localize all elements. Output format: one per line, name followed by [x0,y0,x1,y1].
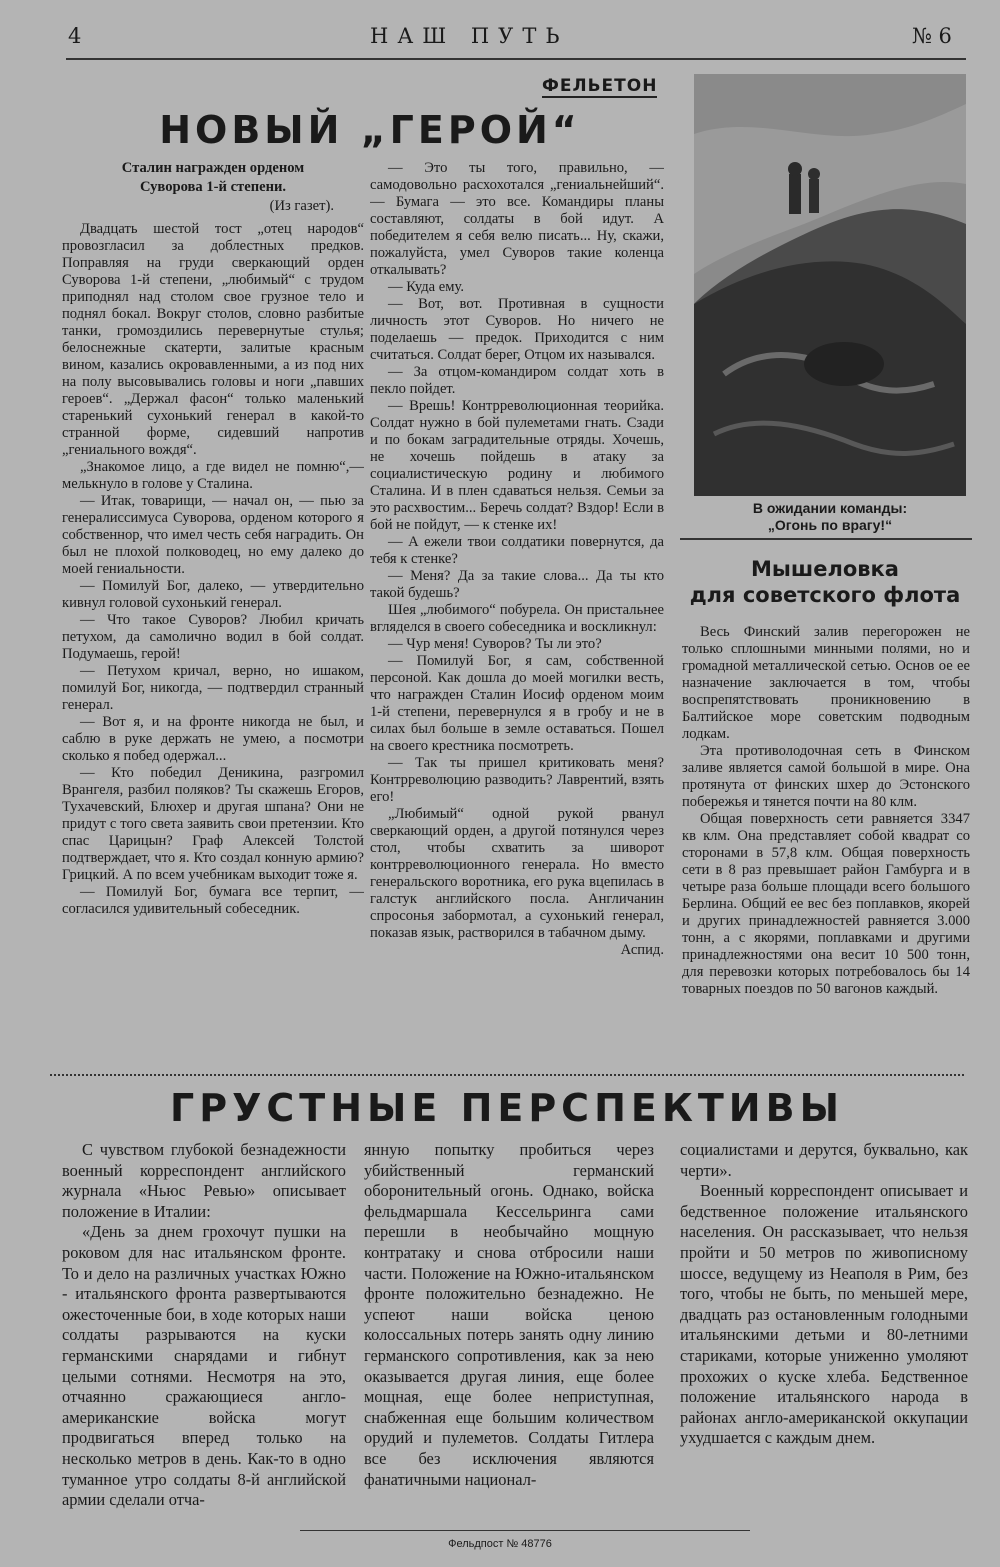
paragraph: Шея „любимого“ побурела. Он пристальнее вгляделся в своего собеседника и воскликнул: [370,602,664,635]
photo-illustration [694,74,966,496]
header-rule [66,58,966,60]
sad-prospects-column-1 [62,1140,346,1530]
paragraph: «День за днем грохочут пушки на роковом для нас итальянском фронте. То и дело на различных участках Южно - итальянского фронта развертываются ожесточенные бои, в ходе которых наши солдаты разрываются на куски германскими снарядами и гибнут целыми сотнями. Несмотря на это, отчаянно сражающиеся англо-американские войска могут продвигаться вперед только на несколько метров в день. Как-то в одно туманное утро солдаты 8-й английской армии сделали отча- [62,1222,346,1510]
epigraph-line-2: Суворова 1-й степени. [139,179,287,195]
caption-line-1: В ожидании команды: [752,500,908,516]
paragraph: — Помилуй Бог, далеко, — утвердительно кивнул головой сухонький генерал. [62,578,364,611]
section-divider [50,1074,964,1076]
feuilleton-title: НОВЫЙ „ГЕРОЙ“ [159,108,581,152]
paragraph: Весь Финский залив перегорожен не только сплошными минными полями, но и громадной металлической сетью. Основ ое ее назначение заключается в том, чтобы воспрепятствовать проникновению в Балтийское море советским подводным лодкам. [682,624,970,742]
paragraph: — Вот я, и на фронте никогда не был, и саблю в руке держать не умею, а посмотри сколько я побед одержал... [62,714,364,764]
postal-number: Фельдпост № 48776 [448,1538,552,1550]
page-header [0,24,1000,54]
paragraph: — За отцом-командиром солдат хоть в пекло пойдет. [370,364,664,397]
paragraph: — Чур меня! Суворов? Ты ли это? [388,636,602,652]
mousetrap-title [680,556,970,608]
paragraph: — Что такое Суворов? Любил кричать петухом, да самолично водил в бой солдат. Подумаешь, герой! [62,612,364,662]
feuilleton-column-2 [370,160,664,1065]
newspaper-title: НАШ ПУТЬ [370,24,569,48]
paragraph: — Помилуй Бог, бумага все терпит, — согласился удивительный собеседник. [62,884,364,917]
issue-number: № 6 [912,24,952,48]
paragraph: — Меня? Да за такие слова... Да ты кто такой будешь? [370,568,664,601]
sad-prospects-column-3 [680,1140,968,1530]
sad-prospects-column-2 [364,1140,654,1530]
sad-prospects-title: ГРУСТНЫЕ ПЕРСПЕКТИВЫ [170,1086,844,1130]
paragraph: — Помилуй Бог, я сам, собственной персоной. Как дошла до моей могилки весть, что награжден Сталин Иосиф орденом моим 1-й степени, перевернулся я в гробу и не в силах был больше в земле оставаться. Пошел на своего крестника посмотреть. [370,653,664,754]
paragraph: социалистами и дерутся, буквально, как черти». [680,1140,968,1180]
paragraph: — Кто победил Деникина, разгромил Врангеля, разбил поляков? Ты скажешь Егоров, Тухачевский, Блюхер и другая шпана? Они не придут с того света заявить свои претензии. Кто спас Царицын? Граф Алексей Толстой подтверждает, что я. Кто создал конную армию? Грицкий. А по всем учебникам выходит тоже я. [62,765,364,883]
caption-line-2: „Огонь по врагу!“ [767,517,893,533]
paragraph: янную попытку пробиться через убийственный германский оборонительный огонь. Однако, войска фельдмаршала Кессельринга сами перешли в необычайно мощную контратаку и снова отбросили наши части. Положение на Южно-итальянском фронте положительно безнадежно. Не успеют наши войска ценою колоссальных потерь занять одну линию германского сопротивления, как за нею оказывается другая линия, еще более мощная, еще более неприступная, снабженная еще большим количеством орудий и пулеметов. Солдаты Гитлера все без исключения являются фанатичными национал- [364,1140,654,1489]
paragraph: Военный корреспондент описывает и бедственное положение итальянского населения. Он рассказывает, что нельзя пройти и 50 метров по живописному шоссе, ведущему из Неаполя в Рим, без того, чтобы не быть, по меньшей мере, двадцать раз остановленным голодными итальянскими детьми и 80-летними стариками, которые униженно умоляют прохожих о куске хлеба. Бедственное положение итальянского народа в районах англо-американской оккупации ухудшается с каждым днем. [680,1181,968,1448]
paragraph: — Петухом кричал, верно, но ишаком, помилуй Бог, никогда, — подтвердил странный генерал. [62,663,364,713]
mousetrap-article [682,624,970,1064]
feuilleton-column-1 [62,160,364,1065]
caption-rule [680,538,972,540]
paragraph: Эта противолодочная сеть в Финском заливе является самой большой в мире. Она протянута от финских шхер до Эстонского побережья и тянется почти на 80 клм. [682,743,970,810]
feuilleton-kicker: ФЕЛЬЕТОН [542,76,658,96]
paragraph: Общая поверхность сети равняется 3347 кв клм. Она представляет собой квадрат со сторонами в 57,8 клм. Общая поверхность сети в 8 раз превышает район Гамбурга и в четыре раза больше площади всего большого Берлина. Общий ее вес без поплавков, якорей и других принадлежностей равняется 3.000 тонн, а с якорями, поплавками и другими принадлежностями она весит 10 500 тонн, для перевозки которых потребовалось бы 14 товарных поездов по 50 вагонов каждый. [682,811,970,997]
epigraph-source: (Из газет). [269,198,334,214]
paragraph: „Знакомое лицо, а где видел не помню“,—мелькнуло в голове у Сталина. [62,459,364,492]
paragraph: „Любимый“ одной рукой рванул сверкающий орден, а другой потянулся через стол, чтобы схватить за шиворот контрреволюционного генерала. Но вместо генеральского воротника, его рука вцепилась в галстук английского посла. Англичанин спросонья забормотал, а сухонький генерал, показав язык, растворился в табачном дыму. [370,806,664,941]
paragraph: — Куда ему. [388,279,465,295]
war-photo [694,74,966,496]
paragraph: — А ежели твои солдатики повернутся, да тебя к стенке? [370,534,664,567]
photo-caption [694,500,966,534]
paragraph: Двадцать шестой тост „отец народов“ провозгласил за доблестных предков. Поправляя на груди сверкающий орден Суворова 1-й степени, „любимый“ с трудом приподнял над столом свое грузное тело и поднял бокал. Вокруг столов, словно разбитые танки, громоздились перевернутые стулья; белоснежные скатерти, залитые красным вином, казались окровавленными, а из под них на полу высовывались головы и ноги „павших героев“. „Держал фасон“ только маленький старенький сухонький генерал в какой-то странной форме, сидевший напротив „гениального вождя“. [62,221,364,458]
paragraph: — Вот, вот. Противная в сущности личность этот Суворов. Но ничего не поделаешь — предок. Приходится с ним считаться. Солдат берег, Отцом их назывался. [370,296,664,363]
paragraph: — Это ты того, правильно, — самодовольно расхохотался „гениальнейший“. — Бумага — это все. Командиры планы составляют, солдаты в бой идут. А победителем я себя велю писать... Ну, скажи, пожалуйста, умел Суворов такие коленца откалывать? [370,160,664,278]
paragraph: С чувством глубокой безнадежности военный корреспондент английского журнала «Ньюс Ревью» описывает положение в Италии: [62,1140,346,1221]
mousetrap-title-line-1: Мышеловка [751,557,899,581]
author-signature: Аспид. [620,942,664,958]
mousetrap-title-line-2: для советского флота [689,583,961,607]
page-number: 4 [68,24,82,48]
paragraph: — Так ты пришел критиковать меня? Контрреволюцию разводить? Лаврентий, взять его! [370,755,664,805]
footer-rule [300,1530,750,1531]
paragraph: — Врешь! Контрреволюционная теорийка. Солдат нужно в бой пулеметами гнать. Сзади и по бокам заградительные отряды. Хочешь, не хочешь пойдешь в атаку за социалистическую родину и любимого Сталина. И в плен сдаваться нельзя. Семьи за это расхвостим... Беречь солдат? Вздор! Если в бой не пойдут, — к стенке их! [370,398,664,533]
epigraph-line-1: Сталин награжден орденом [121,160,305,176]
paragraph: — Итак, товарищи, — начал он, — пью за генералиссимуса Суворова, орденом которого я собственнор, что имел честь себя наградить. Он был не плохой полководец, но ему далеко до моей гениальности. [62,493,364,577]
